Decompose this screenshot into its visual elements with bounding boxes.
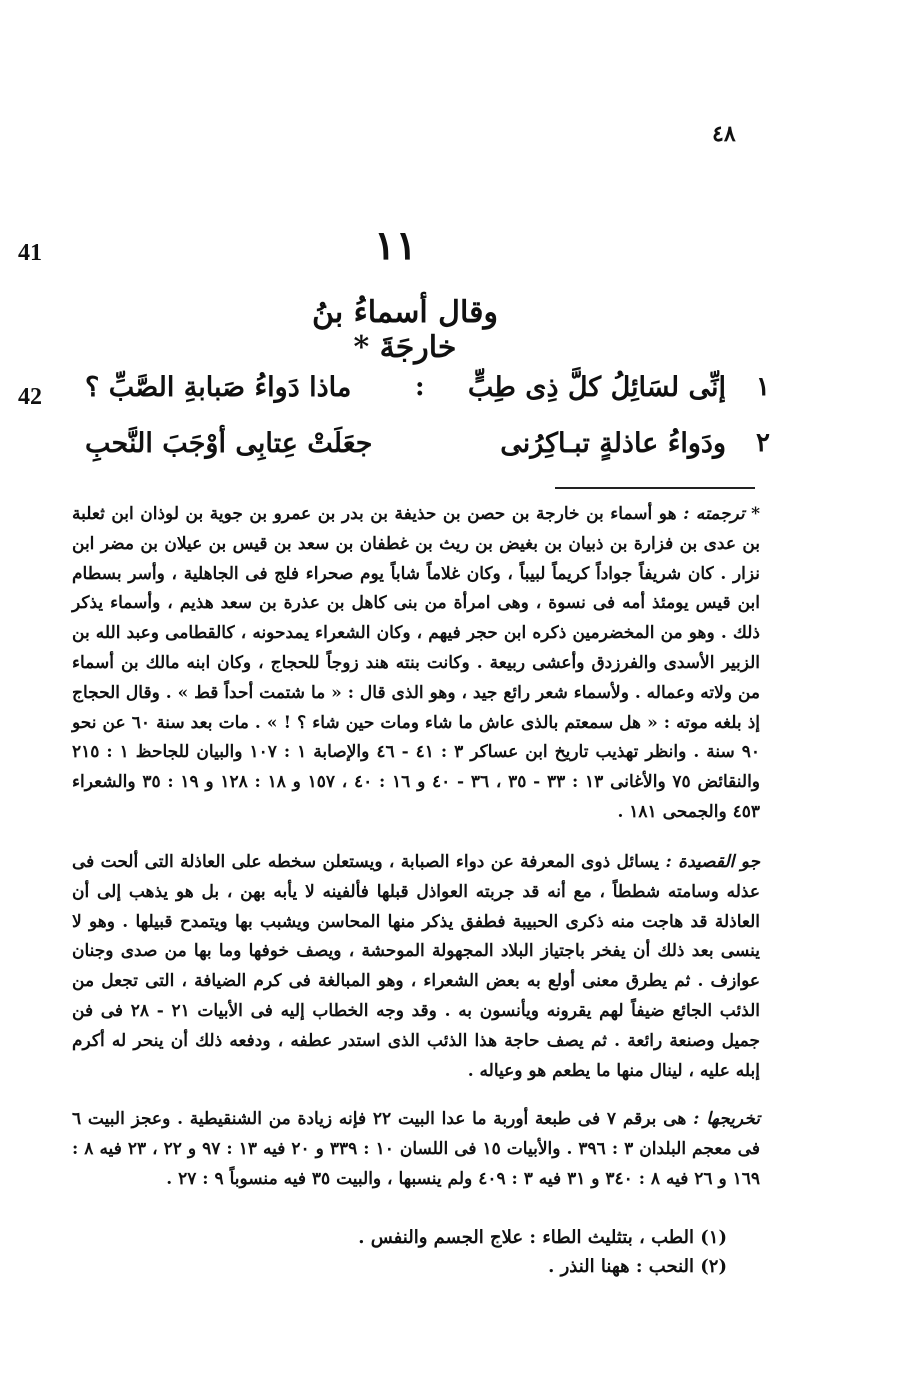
- verse-1: [85, 372, 770, 420]
- verse-number: ٢: [756, 428, 770, 458]
- footnote-1: (١) الطب ، بتثليث الطاء : علاج الجسم والنفس .: [358, 1227, 727, 1248]
- poem-number: ١١: [374, 222, 417, 269]
- verse-second-hemistich: جعَلَتْ عِتابِى أوْجَبَ النَّحبِ: [85, 428, 373, 459]
- verse-first-hemistich: ودَواءُ عاذلةٍ تبـاكِرُنى: [500, 428, 726, 459]
- margin-number-first: 41: [18, 240, 42, 266]
- verse-second-hemistich: ماذا دَواءُ صَبابةِ الصَّبِّ ؟: [85, 372, 352, 403]
- poem-title: وقال أسماءُ بنُ خارجَةَ *: [312, 295, 498, 365]
- poem-summary-lead: جو القصيدة :: [665, 852, 761, 872]
- poem-summary-paragraph: [72, 848, 760, 1086]
- verse-number: ١: [756, 372, 770, 402]
- biography-lead: * ترجمته :: [683, 504, 760, 524]
- page-number: ٤٨: [712, 121, 736, 147]
- takhrij-lead: تخريجها :: [693, 1109, 760, 1129]
- biography-paragraph: [72, 500, 760, 828]
- footnote-2: (٢) النحب : ههنا النذر .: [548, 1256, 727, 1277]
- footnote-divider: [555, 487, 755, 489]
- takhrij-text: هى برقم ٧ فى طبعة أوربة ما عدا البيت ٢٢ فإنه زيادة من الشنقيطية . وعجز البيت ٦ فى معجم البلدان ٣ : ٣٩٦ . والأبيات ١٥ فى اللسان ١٠ : ٣٣٩ و ٢٠ فيه ١٣ : ٩٧ و ٢٢ ، ٢٣ فيه ٨ : ١٦٩ و ٢٦ فيه ٨ : ٣٤٠ و ٣١ فيه ٣ : ٤٠٩ ولم ينسبها ، والبيت ٣٥ فيه منسوباً ٩ : ٢٧ .: [72, 1109, 760, 1189]
- verse-first-hemistich: إنِّى لسَائِلُ كلَّ ذِى طِبٍّ: [467, 372, 726, 403]
- verse-2: [85, 428, 770, 476]
- poem-summary-text: يسائل ذوى المعرفة عن دواء الصبابة ، ويستعلن سخطه على العاذلة التى ألحت فى عذله وسامته شططاً ، مع أنه قد جربته العواذل قبلها فألفينه لا يأبه بهن ، بل هو يذهب إلى أن العاذلة قد هاجت منه ذكرى الحبيبة فطفق يذكر منها المحاسن ويشبب بها ويتمدح قبيلها . وهو لا ينسى بعد ذلك أن يفخر باجتياز البلاد المجهولة الموحشة ، ويصف خوفها وما بها من صدى وجنان عوازف . ثم يطرق معنى أولع به بعض الشعراء ، وهو المبالغة فى كرم الضيافة ، التى تجعل من الذئب الجائع ضيفاً لهم يقرونه ويأنسون به . وقد وجه الخطاب إليه فى الأبيات ٢١ - ٢٨ فى فن جميل وصنعة رائعة . ثم يصف حاجة هذا الذئب الذى استدر عطفه ، ودفعه ذلك أن ينحر له أكرم إبله عليه ، لينال منها ما يطعم هو وعياله .: [72, 852, 760, 1081]
- margin-number-second: 42: [18, 384, 42, 410]
- verse-separator: :: [415, 372, 425, 402]
- takhrij-paragraph: [72, 1105, 760, 1194]
- biography-text: هو أسماء بن خارجة بن حصن بن حذيفة بن بدر بن عمرو بن جوية بن لوذان ابن ثعلبة بن عدى بن فزارة بن ذبيان بن بغيض بن ريث بن غطفان بن سعد بن قيس بن عيلان بن مضر ابن نزار . كان شريفاً جواداً كريماً لبيباً ، وكان غلاماً شاباً يوم صحراء فلج فى الجاهلية ، وأسر بسطام ابن قيس يومئذ أمه فى نسوة ، وهى امرأة من بنى كاهل بن عذرة بن سعد هذيم ، وأسماء يذكر ذلك . وهو من المخضرمين ذكره ابن حجر فيهم ، وكان الشعراء يمدحونه ، كالقطامى وعبد الله بن الزبير الأسدى والفرزدق وأعشى ربيعة . وكانت بنته هند زوجاً للحجاج ، وكان ابنه مالك بن أسماء من ولاته وعماله . ولأسماء شعر رائع جيد ، وهو الذى قال : « ما شتمت أحداً قط » . وقال الحجاج إذ بلغه موته : « هل سمعتم بالذى عاش ما شاء ومات حين شاء ؟ ! » . مات بعد سنة ٦٠ عن نحو ٩٠ سنة . وانظر تهذيب تاريخ ابن عساكر ٣ : ٤١ - ٤٦ والإصابة ١ : ١٠٧ والبيان للجاحظ ١ : ٢١٥ والنقائض ٧٥ والأغانى ١٣ : ٣٣ - ٣٥ ، ٣٦ - ٤٠ و ١٦ : ٤٠ ، ١٥٧ و ١٨ : ١٢٨ و ١٩ : ٣٥ والشعراء ٤٥٣ والجمحى ١٨١ .: [72, 504, 761, 822]
